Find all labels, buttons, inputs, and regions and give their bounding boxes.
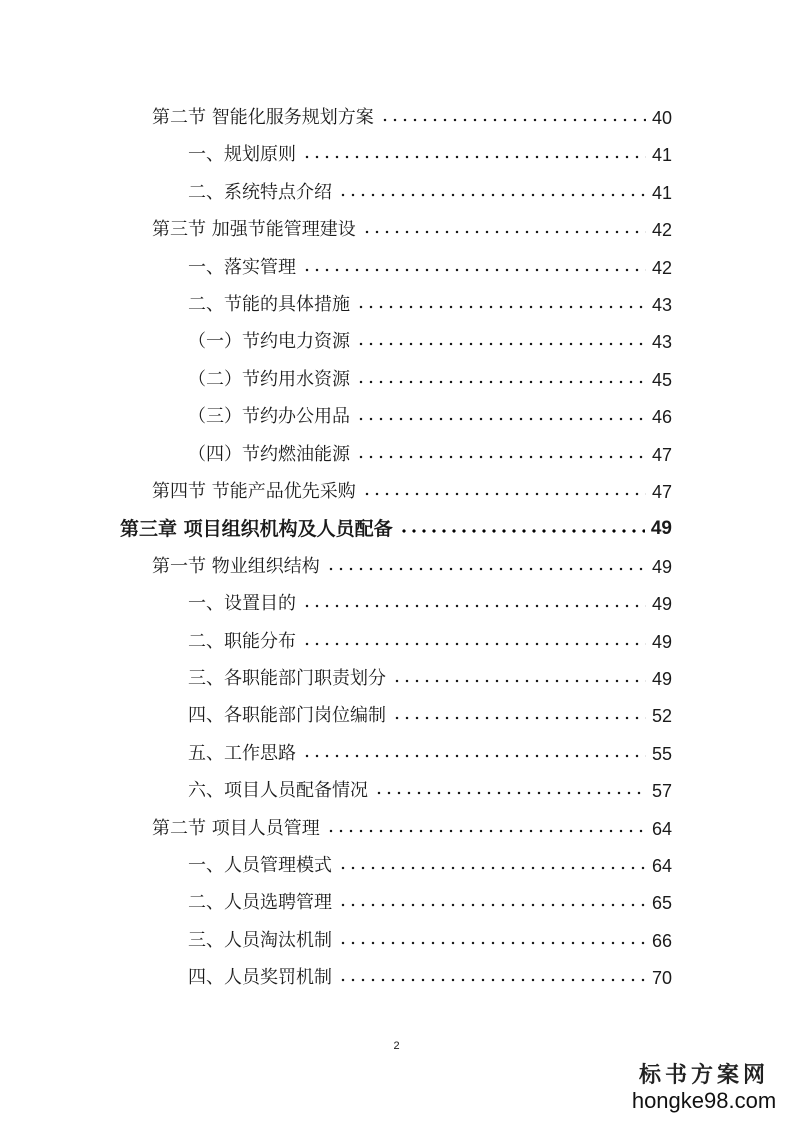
toc-entry[interactable] (188, 437, 672, 467)
toc-entry-page: 64 (651, 818, 672, 839)
toc-dot-leader (362, 227, 646, 237)
toc-entry[interactable] (188, 287, 672, 317)
toc-entry[interactable] (188, 661, 672, 691)
toc-dot-leader (338, 900, 646, 910)
toc-entry-title: （二）节约用水资源 (188, 368, 350, 390)
toc-dot-leader (338, 975, 646, 985)
toc-entry-title: 一、落实管理 (188, 256, 296, 278)
toc-dot-leader (356, 377, 646, 387)
toc-entry-page: 65 (651, 893, 672, 914)
toc-entry[interactable] (188, 324, 672, 354)
toc-entry-page: 55 (651, 743, 672, 764)
toc-entry-title: 第四节 节能产品优先采购 (152, 481, 356, 502)
toc-entry[interactable] (188, 586, 672, 616)
page-number: 2 (393, 1040, 400, 1052)
toc-entry[interactable] (188, 399, 672, 429)
toc-entry-title: 五、工作思路 (188, 742, 296, 764)
toc-entry-title: 一、规划原则 (188, 144, 296, 166)
toc-entry-page: 49 (651, 594, 672, 615)
toc-entry-title: （三）节约办公用品 (188, 406, 350, 428)
toc-entry[interactable] (152, 100, 672, 130)
toc-dot-leader (338, 863, 646, 873)
toc-entry-page: 49 (650, 518, 672, 540)
toc-entry-page: 45 (651, 369, 672, 390)
toc-entry-page: 46 (651, 407, 672, 428)
toc-entry-title: 二、人员选聘管理 (188, 892, 332, 914)
toc-dot-leader (356, 452, 646, 462)
toc-entry[interactable] (152, 474, 672, 504)
toc-entry-title: 三、人员淘汰机制 (188, 929, 332, 951)
toc-dot-leader (326, 564, 646, 574)
toc-entry-page: 70 (651, 968, 672, 989)
toc-entry-page: 41 (651, 182, 672, 203)
toc-dot-leader (392, 676, 646, 686)
toc-entry[interactable] (152, 212, 672, 242)
toc-entry[interactable] (188, 362, 672, 392)
toc-entry[interactable] (120, 511, 672, 541)
toc-entry[interactable] (188, 736, 672, 766)
toc-dot-leader (399, 526, 645, 536)
toc-entry-page: 40 (651, 108, 672, 128)
toc-dot-leader (356, 339, 646, 349)
toc-entry[interactable] (188, 624, 672, 654)
toc-dot-leader (362, 489, 646, 499)
toc-dot-leader (338, 938, 646, 948)
toc-entry-page: 41 (651, 145, 672, 166)
toc-entry-page: 42 (651, 220, 672, 241)
toc-entry-title: （一）节约电力资源 (188, 331, 350, 353)
toc-entry-title: 二、职能分布 (188, 630, 296, 652)
toc-entry-title: 四、人员奖罚机制 (188, 967, 332, 989)
toc-dot-leader (302, 601, 646, 611)
toc-entry[interactable] (188, 885, 672, 915)
toc-dot-leader (302, 152, 646, 162)
toc-entry-page: 52 (651, 706, 672, 727)
toc-dot-leader (302, 265, 646, 275)
toc-dot-leader (338, 190, 646, 200)
toc-entry-page: 66 (651, 930, 672, 951)
toc-entry-page: 49 (651, 669, 672, 689)
toc-entry[interactable] (188, 848, 672, 878)
toc-entry-title: 第三章 项目组织机构及人员配备 (120, 518, 393, 541)
toc-entry-page: 49 (651, 631, 672, 652)
toc-entry[interactable] (152, 811, 672, 841)
toc-dot-leader (380, 115, 646, 125)
toc-entry-title: 三、各职能部门职责划分 (188, 668, 386, 689)
toc-entry-title: 一、设置目的 (188, 593, 296, 615)
toc-entry-page: 42 (651, 257, 672, 278)
watermark-name: 标书方案网 (638, 1062, 769, 1088)
toc-entry-page: 57 (651, 781, 672, 802)
toc-entry-title: 第一节 物业组织结构 (152, 555, 320, 577)
toc-entry[interactable] (188, 773, 672, 803)
toc-entry[interactable] (152, 549, 672, 579)
toc-entry-title: 六、项目人员配备情况 (188, 780, 368, 802)
toc-entry-title: 二、系统特点介绍 (188, 181, 332, 203)
toc-entry[interactable] (188, 175, 672, 205)
watermark-url: hongke98.com (631, 1088, 777, 1113)
toc-entry[interactable] (188, 137, 672, 167)
toc-entry-title: （四）节约燃油能源 (188, 443, 350, 465)
toc-entry-page: 43 (651, 332, 672, 353)
toc-dot-leader (356, 414, 646, 424)
toc-dot-leader (392, 713, 646, 723)
toc-dot-leader (374, 788, 646, 798)
toc-dot-leader (302, 751, 646, 761)
toc-entry[interactable] (188, 960, 672, 990)
toc-entry-title: 第三节 加强节能管理建设 (152, 219, 356, 241)
toc-entry[interactable] (188, 698, 672, 728)
toc-entry-page: 64 (651, 856, 672, 876)
toc-entry[interactable] (188, 250, 672, 280)
toc-entry-title: 第二节 项目人员管理 (152, 817, 320, 839)
toc-entry-page: 43 (651, 295, 672, 315)
toc-entry-page: 47 (651, 482, 672, 502)
toc-dot-leader (326, 826, 646, 836)
toc-entry-title: 四、各职能部门岗位编制 (188, 705, 386, 727)
toc-dot-leader (302, 639, 646, 649)
site-watermark (629, 1062, 779, 1114)
toc-entry-title: 一、人员管理模式 (188, 855, 332, 876)
toc-entry-page: 47 (651, 444, 672, 465)
toc-entry-page: 49 (651, 556, 672, 577)
toc-entry-title: 二、节能的具体措施 (188, 294, 350, 315)
toc-entry[interactable] (188, 923, 672, 953)
toc-dot-leader (356, 302, 646, 312)
toc-entry-title: 第二节 智能化服务规划方案 (152, 107, 374, 128)
